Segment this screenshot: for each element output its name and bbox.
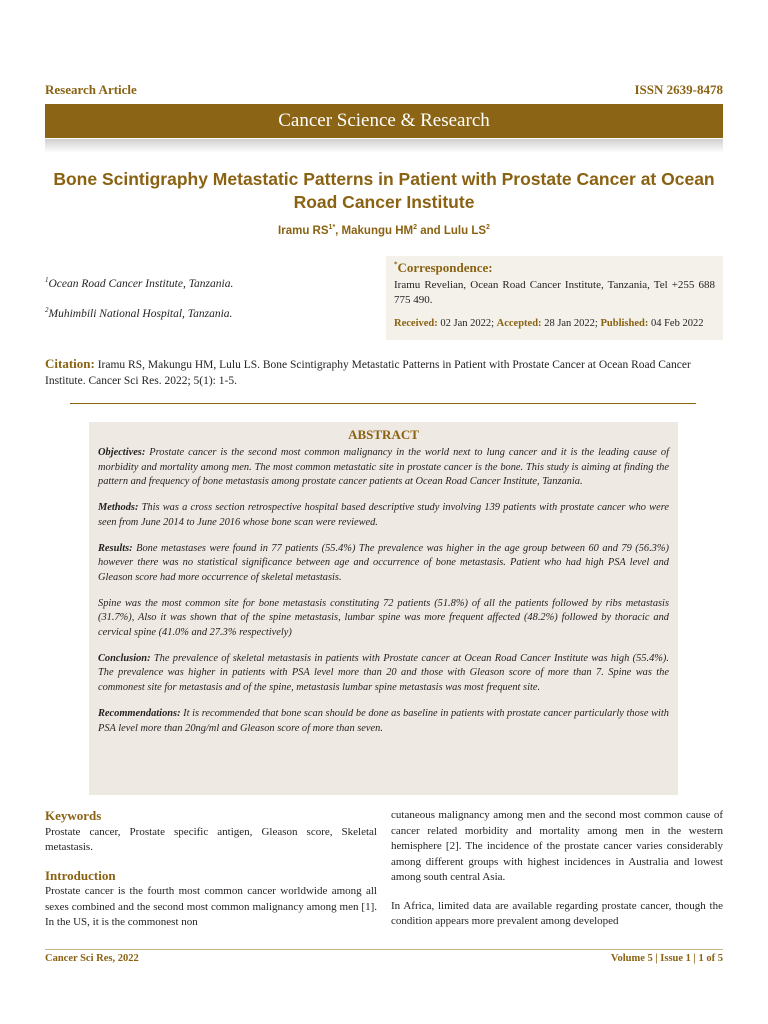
- issn: ISSN 2639-8478: [634, 82, 723, 97]
- citation-text: Iramu RS, Makungu HM, Lulu LS. Bone Scintigraphy Metastatic Patterns in Patient with Prostate Cancer at Ocean Road Cancer Institute. Cancer Sci Res. 2022; 5(1): 1-5.: [45, 359, 691, 387]
- objectives-label: Objectives:: [98, 447, 146, 458]
- author-affiliation-mark: 1*: [328, 224, 336, 231]
- abstract-recommendations: [98, 707, 669, 736]
- affiliation-mark: 1: [45, 276, 49, 284]
- article-dates: [394, 318, 715, 329]
- correspondence-text: Iramu Revelian, Ocean Road Cancer Institute, Tanzania, Tel +255 688 775 490.: [394, 279, 715, 306]
- footer-volume-page: Volume 5 | Issue 1 | 1 of 5: [610, 953, 723, 964]
- affiliation-mark: 2: [45, 306, 49, 314]
- correspondence-label: Correspondence:: [397, 260, 493, 275]
- methods-text: This was a cross section retrospective hospital based descriptive study involving 139 patients with prostate cancer who were seen from June 2014 to June 2016 whose bone scan were reviewed.: [98, 502, 669, 528]
- introduction-paragraph: Prostate cancer is the fourth most common cancer worldwide among all sexes combined and the second most common malignancy among men [1]. In the US, it is the commonest non: [45, 885, 377, 928]
- results-label: Results:: [98, 542, 133, 554]
- body-column-right: [391, 808, 723, 930]
- footer-journal: Cancer Sci Res, 2022: [45, 953, 139, 964]
- methods-label: Methods:: [98, 502, 139, 514]
- abstract-results: [98, 542, 669, 586]
- author-name: , Makungu HM: [335, 224, 414, 237]
- article-title: Bone Scintigraphy Metastatic Patterns in Patient with Prostate Cancer at Ocean Road Cancer Institute: [53, 169, 715, 212]
- correspondence-box: [386, 256, 723, 340]
- affiliation: [45, 306, 232, 320]
- published-date: 04 Feb 2022: [648, 318, 704, 329]
- citation-label: Citation:: [45, 356, 95, 371]
- accepted-date: 28 Jan 2022;: [541, 318, 601, 329]
- correspondence-star: *: [394, 260, 398, 269]
- citation: [45, 356, 723, 389]
- recommendations-label: Recommendations:: [98, 707, 181, 719]
- affiliation-text: Ocean Road Cancer Institute, Tanzania.: [48, 277, 234, 290]
- body-column-left: [45, 808, 377, 931]
- conclusion-label: Conclusion:: [98, 652, 151, 664]
- published-label: Published:: [600, 318, 649, 329]
- introduction-paragraph-2: In Africa, limited data are available regarding prostate cancer, though the condition appears more prevalent among developed: [391, 899, 723, 927]
- abstract-box: [89, 422, 678, 795]
- page-footer: [45, 953, 723, 964]
- received-date: 02 Jan 2022;: [437, 318, 497, 329]
- affiliation-text: Muhimbili National Hospital, Tanzania.: [48, 307, 233, 320]
- correspondence-title: [394, 260, 715, 276]
- conclusion-text: The prevalence of skeletal metastasis in patients with Prostate cancer at Ocean Road Cancer Institute was high (55.4%). The prevalence was higher in patients with PSA level more than 20 and those with Gleason score of more than 7. Spine was the commonest site for metastasis and of the spine, metastasis lumbar spine metastasis was most frequent site.: [98, 652, 669, 694]
- abstract-conclusion: [98, 652, 669, 696]
- introduction-heading: Introduction: [45, 867, 116, 883]
- article-type: Research Article: [45, 82, 137, 97]
- author-affiliation-mark: 2: [486, 224, 490, 231]
- author-affiliation-mark: 2: [413, 224, 418, 231]
- recommendations-text: It is recommended that bone scan should be done as baseline in patients with prostate cancer particularly those with PSA level more than 20ng/ml and Gleason score of more than seven.: [98, 707, 669, 734]
- affiliation: [45, 276, 233, 290]
- divider: [70, 403, 696, 404]
- received-label: Received:: [394, 318, 438, 329]
- objectives-text: Prostate cancer is the second most common malignancy in the world next to lung cancer and it is the leading cause of morbidity and mortality among men. The most common metastatic site in prostate cancer is the bone. This study is aiming at finding the pattern and frequency of bone metastasis among prostate cancer patients at Ocean Road Cancer Institute, Tanzania.: [98, 447, 669, 488]
- keywords-text: Prostate cancer, Prostate specific antigen, Gleason score, Skeletal metastasis.: [45, 825, 377, 853]
- abstract-objectives: [98, 446, 669, 490]
- accepted-label: Accepted:: [496, 318, 542, 329]
- author-name: Iramu RS: [278, 224, 329, 237]
- results-text: Bone metastases were found in 77 patients (55.4%) The prevalence was higher in the age group between 60 and 79 (56.3%) however there was no statistical significance between age and occurrence of bone metastasis. Patient who had high PSA level and Gleason score had more occurrence of skeletal metastasis.: [98, 542, 669, 583]
- footer-divider: [45, 949, 723, 950]
- page-header: [45, 82, 723, 100]
- introduction-paragraph-continued: cutaneous malignancy among men and the second most common cause of cancer related morbidity and mortality among men in the western hemisphere [2]. The incidence of the prostate cancer varies considerably among different groups with highest incidences in Australia and lowest among south central Asia.: [391, 809, 723, 883]
- banner-shadow: [45, 139, 723, 153]
- author-name: and Lulu LS: [417, 224, 487, 237]
- abstract-title: ABSTRACT: [348, 427, 419, 442]
- abstract-results-2: Spine was the most common site for bone metastasis constituting 72 patients (51.8%) of all the patients followed by ribs metastasis (31.7%), Also it was shown that of the spine metastasis, lumbar spine was more frequent affected (48.2%) followed by thoracic and cervical spine (41.0% and 27.3% respectively): [98, 597, 669, 639]
- author-list: [45, 224, 723, 237]
- abstract-methods: [98, 501, 669, 530]
- keywords-heading: Keywords: [45, 808, 102, 823]
- journal-banner: Cancer Science & Research: [45, 104, 723, 138]
